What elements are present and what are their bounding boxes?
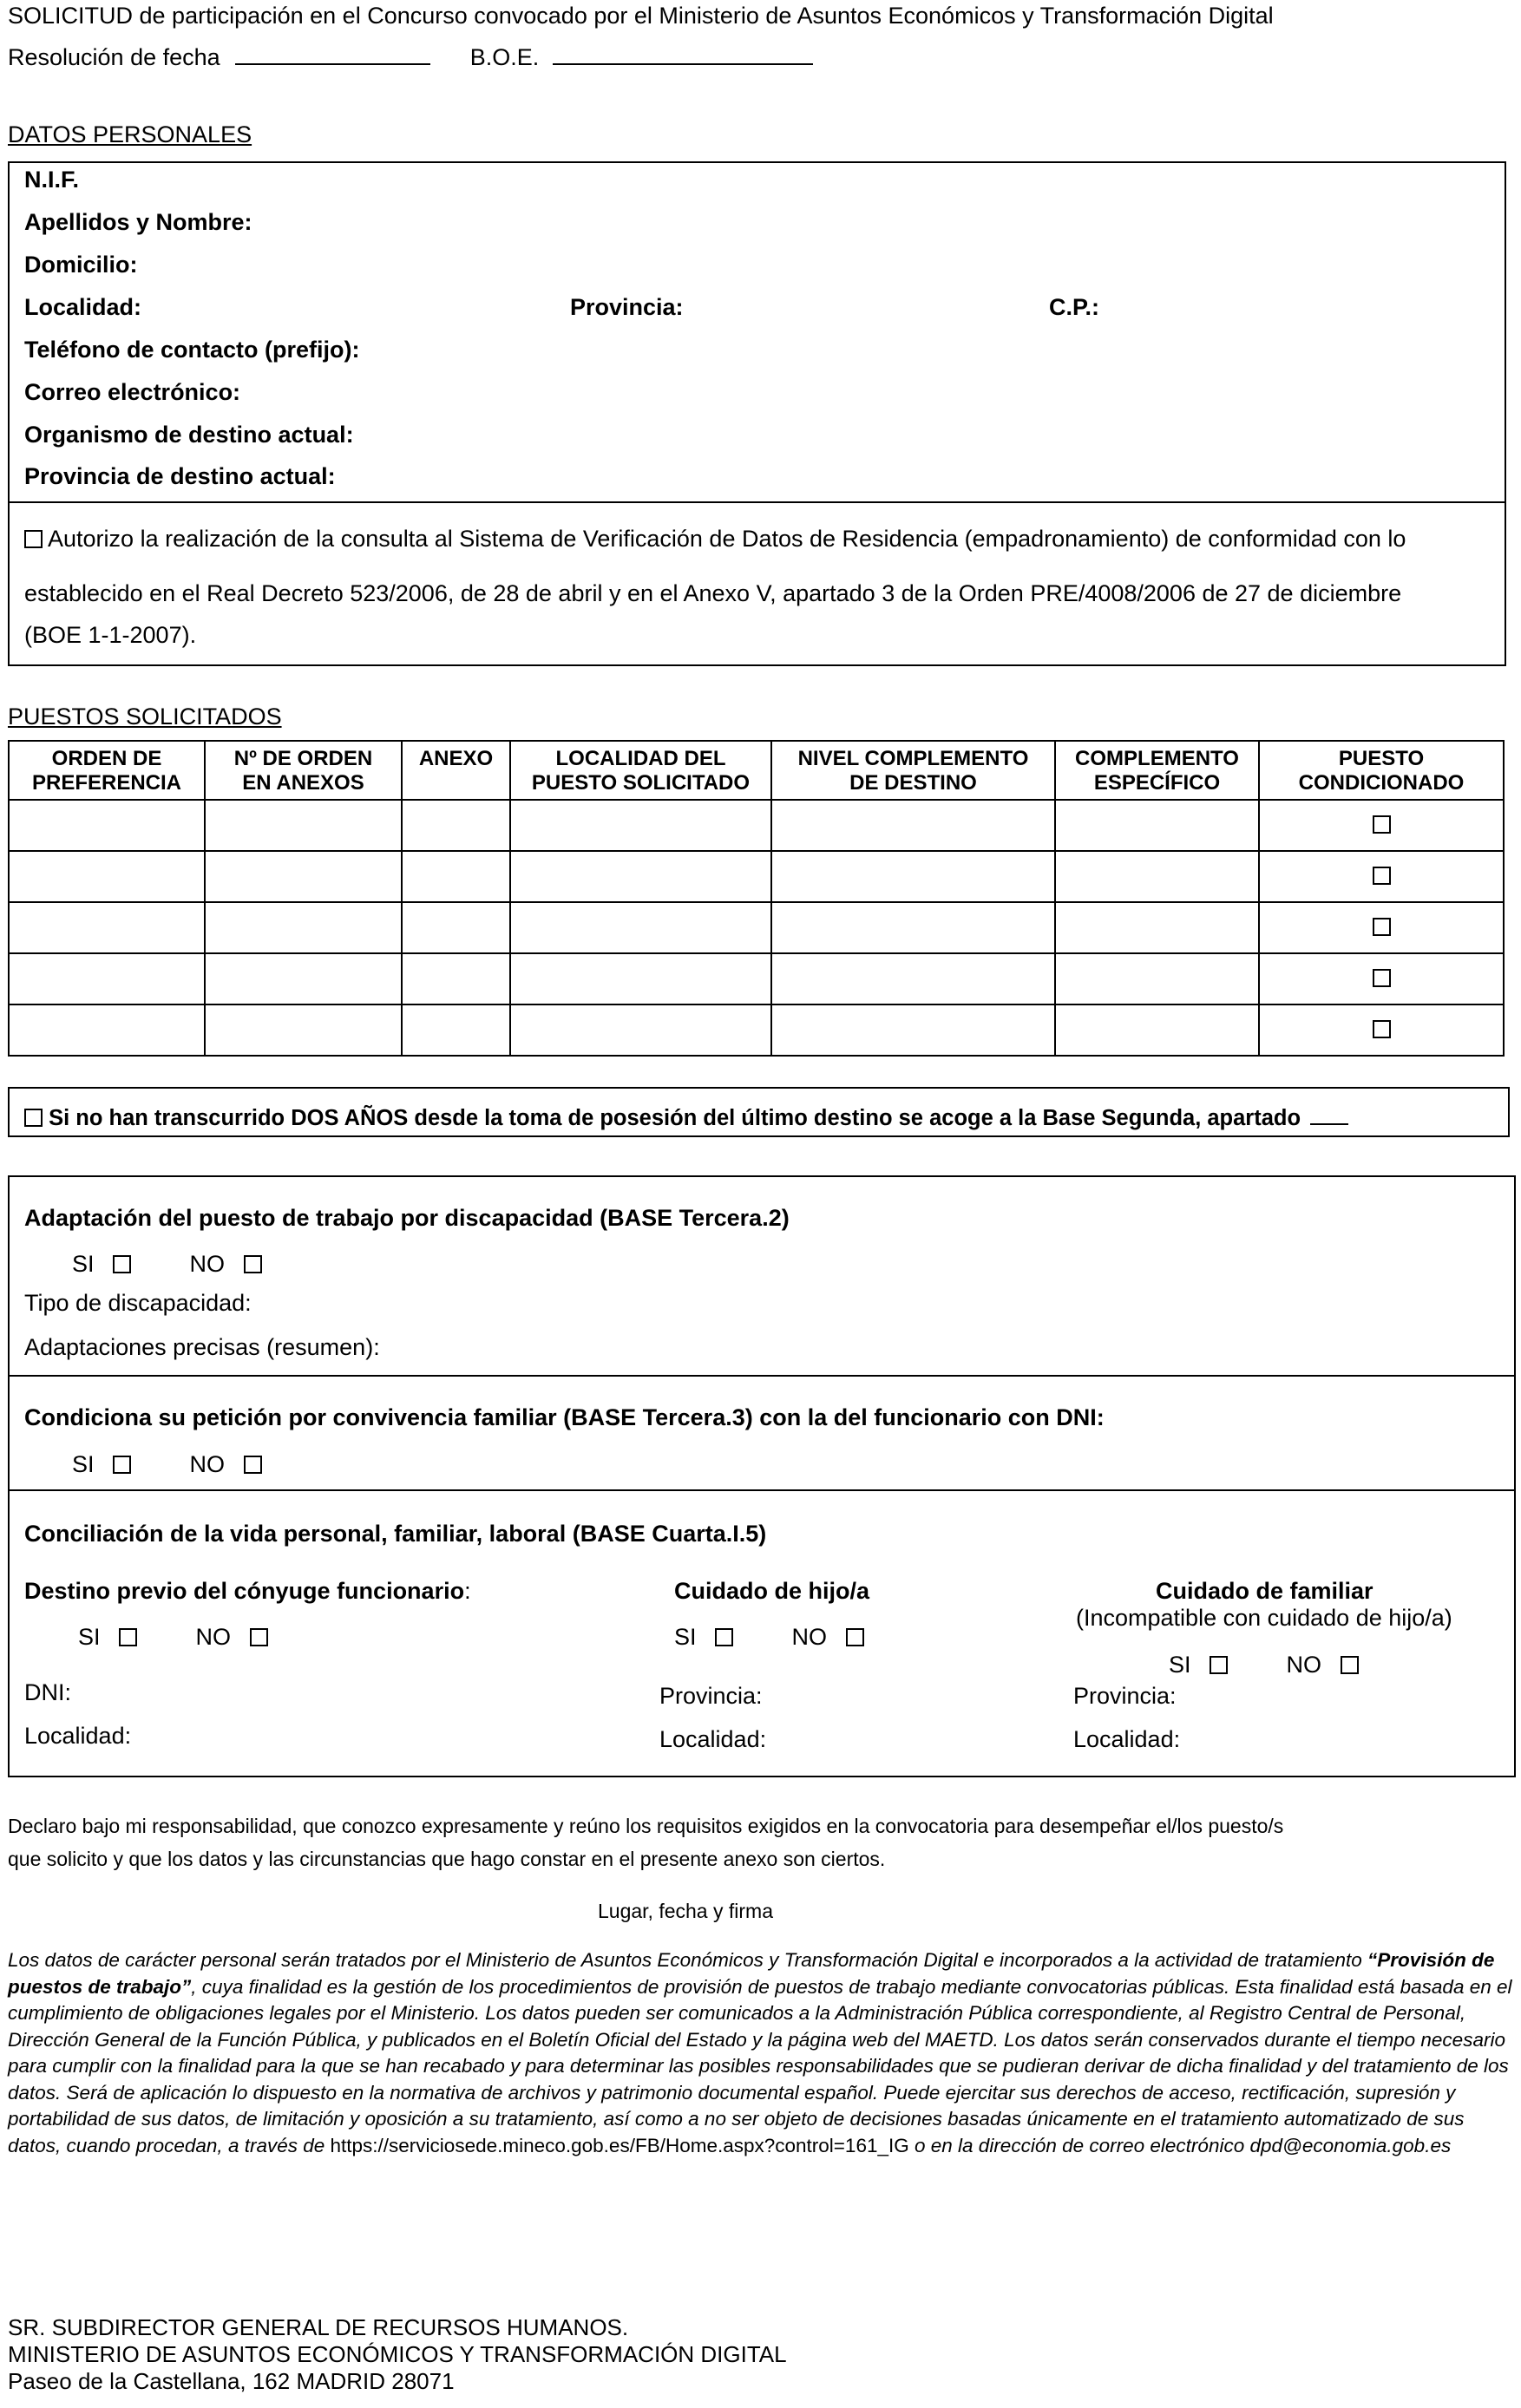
- legal-notice: Los datos de carácter personal serán tratados por el Ministerio de Asuntos Económicos y Transformación Digital e incorporados a la actividad de tratamiento “Provisión de puestos de trabajo”, cuya finalidad es la gestión de los procedimientos de provisión de puestos de trabajo mediante convocatorias públicas. Esta finalidad está basada en el cumplimiento de obligaciones legales por el Ministerio. Los datos pueden ser comunicados a la Administración Pública correspondiente, al Registro Central de Personal, Dirección General de la Función Pública, y publicados en el Boletín Oficial del Estado y la página web del MAETD. Los datos serán conservados durante el tiempo necesario para cumplir con la finalidad para la que se han recabado y para determinar las posibles responsabilidades que se pudieran derivar de dicha finalidad y del tratamiento de los datos. Será de aplicación lo dispuesto en la normativa de archivos y patrimonio documental español. Puede ejercitar sus derechos de acceso, rectificación, supresión y portabilidad de sus datos, de limitación y oposición a su tratamiento, así como a no ser objeto de decisiones basadas únicamente en el tratamiento automatizado de sus datos, cuando procedan, a través de https://serviciosede.mineco.gob.es/FB/Home.aspx?control=161_IG o en la dirección de correo electrónico dpd@economia.gob.es: [8, 1949, 1512, 2156]
- cp-label: C.P.:: [1049, 294, 1100, 320]
- footer-line-2: MINISTERIO DE ASUNTOS ECONÓMICOS Y TRANSFORMACIÓN DIGITAL: [8, 2341, 787, 2367]
- table-cell[interactable]: [9, 851, 205, 902]
- resolucion-label: Resolución de fecha: [8, 44, 220, 70]
- familiar-provincia-label: Provincia:: [1073, 1683, 1177, 1709]
- adaptacion-title: Adaptación del puesto de trabajo por discapacidad (BASE Tercera.2): [24, 1205, 790, 1231]
- sede-url[interactable]: https://serviciosede.mineco.gob.es/FB/Home.aspx?control=161_IG: [330, 2134, 909, 2156]
- table-cell[interactable]: [1055, 1004, 1259, 1056]
- form-title: SOLICITUD de participación en el Concurso convocado por el Ministerio de Asuntos Económicos y Transformación Digital: [8, 3, 1274, 29]
- hijo-no-checkbox[interactable]: [846, 1628, 864, 1646]
- conyuge-no-checkbox[interactable]: [250, 1628, 268, 1646]
- hijo-options: [674, 1623, 864, 1651]
- boe-label: B.O.E.: [469, 44, 540, 70]
- declaracion-line-2: que solicito y que los datos y las circunstancias que hago constar en el presente anexo son ciertos.: [8, 1848, 886, 1870]
- autorizo-text-1: Autorizo la realización de la consulta al Sistema de Verificación de Datos de Residencia (empadronamiento) de conformidad con lo: [48, 526, 1406, 552]
- table-cell[interactable]: [1055, 953, 1259, 1004]
- condiciona-title: Condiciona su petición por convivencia familiar (BASE Tercera.3) con la del funcionario con DNI:: [24, 1404, 1105, 1430]
- dos-anos-checkbox[interactable]: [24, 1109, 43, 1127]
- col-localidad: LOCALIDAD DEL PUESTO SOLICITADO: [510, 741, 771, 800]
- si-label: SI: [72, 1451, 95, 1477]
- tipo-discapacidad-label: Tipo de discapacidad:: [24, 1290, 252, 1316]
- table-cell[interactable]: [9, 800, 205, 851]
- divider: [8, 1375, 1516, 1377]
- no-label: NO: [189, 1451, 226, 1477]
- adaptaciones-label: Adaptaciones precisas (resumen):: [24, 1334, 380, 1360]
- col-orden-preferencia: ORDEN DE PREFERENCIA: [9, 741, 205, 800]
- familiar-si-checkbox[interactable]: [1210, 1656, 1228, 1674]
- divider: [8, 1489, 1516, 1491]
- autorizo-text-2: establecido en el Real Decreto 523/2006, de 28 de abril y en el Anexo V, apartado 3 de la Orden PRE/4008/2006 de 27 de diciembre: [24, 580, 1402, 606]
- table-cell[interactable]: [402, 851, 510, 902]
- table-cell[interactable]: [510, 800, 771, 851]
- conyuge-title: Destino previo del cónyuge funcionario:: [24, 1578, 471, 1604]
- table-cell[interactable]: [771, 953, 1055, 1004]
- footer-line-3: Paseo de la Castellana, 162 MADRID 28071: [8, 2368, 455, 2394]
- divider: [8, 501, 1506, 503]
- condiciona-no-checkbox[interactable]: [244, 1456, 262, 1474]
- adaptacion-options: [72, 1250, 262, 1278]
- section-datos-personales: DATOS PERSONALES: [8, 121, 252, 147]
- table-cell[interactable]: [402, 953, 510, 1004]
- table-cell[interactable]: [771, 1004, 1055, 1056]
- col-complemento-especifico: COMPLEMENTO ESPECÍFICO: [1055, 741, 1259, 800]
- table-cell: [1259, 953, 1504, 1004]
- conciliacion-title: Conciliación de la vida personal, familiar, laboral (BASE Cuarta.I.5): [24, 1521, 767, 1547]
- condicionado-checkbox[interactable]: [1373, 815, 1391, 834]
- table-row: [9, 851, 1504, 902]
- autorizo-text-3: (BOE 1-1-2007).: [24, 622, 197, 648]
- table-cell[interactable]: [510, 953, 771, 1004]
- table-cell[interactable]: [205, 851, 402, 902]
- no-label: NO: [189, 1251, 226, 1277]
- hijo-si-checkbox[interactable]: [715, 1628, 733, 1646]
- table-cell[interactable]: [771, 851, 1055, 902]
- col-puesto-condicionado: PUESTO CONDICIONADO: [1259, 741, 1504, 800]
- no-label: NO: [791, 1624, 828, 1650]
- col-nivel-complemento: NIVEL COMPLEMENTO DE DESTINO: [771, 741, 1055, 800]
- table-cell[interactable]: [402, 800, 510, 851]
- provincia-label: Provincia:: [570, 294, 684, 320]
- resolucion-line: [8, 43, 813, 71]
- table-cell: [1259, 851, 1504, 902]
- conyuge-si-checkbox[interactable]: [119, 1628, 137, 1646]
- conyuge-options: [78, 1623, 268, 1651]
- footer-line-1: SR. SUBDIRECTOR GENERAL DE RECURSOS HUMANOS.: [8, 2314, 629, 2340]
- condicionado-checkbox[interactable]: [1373, 1020, 1391, 1038]
- autorizo-checkbox[interactable]: [24, 530, 43, 548]
- dos-anos-row: [24, 1104, 1348, 1132]
- no-label: NO: [1286, 1652, 1322, 1678]
- table-cell[interactable]: [510, 1004, 771, 1056]
- dpd-email[interactable]: dpd@economia.gob.es: [1249, 2134, 1452, 2156]
- condiciona-si-checkbox[interactable]: [113, 1456, 131, 1474]
- conyuge-localidad-label: Localidad:: [24, 1723, 132, 1749]
- familiar-options: [1169, 1651, 1359, 1678]
- dos-anos-text: Si no han transcurrido DOS AÑOS desde la toma de posesión del último destino se acoge a la Base Segunda, apartado: [49, 1106, 1301, 1130]
- table-cell[interactable]: [771, 800, 1055, 851]
- table-cell[interactable]: [402, 902, 510, 953]
- resolucion-date-field[interactable]: [235, 43, 430, 65]
- table-cell: [1259, 800, 1504, 851]
- apartado-field[interactable]: [1310, 1104, 1348, 1125]
- table-cell[interactable]: [1055, 800, 1259, 851]
- familiar-subtitle: (Incompatible con cuidado de hijo/a): [1076, 1605, 1452, 1631]
- si-label: SI: [78, 1624, 101, 1650]
- table-cell[interactable]: [205, 1004, 402, 1056]
- table-cell[interactable]: [9, 1004, 205, 1056]
- adaptacion-si-checkbox[interactable]: [113, 1255, 131, 1273]
- table-cell[interactable]: [205, 953, 402, 1004]
- table-cell[interactable]: [510, 851, 771, 902]
- condiciona-options: [72, 1450, 262, 1478]
- adaptacion-no-checkbox[interactable]: [244, 1255, 262, 1273]
- table-row: [9, 902, 1504, 953]
- table-cell[interactable]: [402, 1004, 510, 1056]
- familiar-title: Cuidado de familiar: [1156, 1578, 1373, 1604]
- table-cell[interactable]: [771, 902, 1055, 953]
- si-label: SI: [1169, 1652, 1191, 1678]
- condicionado-checkbox[interactable]: [1373, 867, 1391, 885]
- si-label: SI: [674, 1624, 697, 1650]
- correo-label: Correo electrónico:: [24, 379, 241, 405]
- table-cell[interactable]: [1055, 851, 1259, 902]
- table-cell[interactable]: [9, 902, 205, 953]
- lugar-fecha-firma: Lugar, fecha y firma: [598, 1900, 773, 1922]
- table-cell[interactable]: [9, 953, 205, 1004]
- puestos-table: [8, 740, 1505, 1057]
- nif-label: N.I.F.: [24, 167, 80, 193]
- localidad-label: Localidad:: [24, 294, 142, 320]
- col-anexo: ANEXO: [402, 741, 510, 800]
- table-cell[interactable]: [1055, 902, 1259, 953]
- conyuge-dni-label: DNI:: [24, 1679, 71, 1705]
- no-label: NO: [195, 1624, 232, 1650]
- domicilio-label: Domicilio:: [24, 252, 138, 278]
- table-cell: [1259, 902, 1504, 953]
- familiar-no-checkbox[interactable]: [1341, 1656, 1359, 1674]
- telefono-label: Teléfono de contacto (prefijo):: [24, 337, 360, 363]
- hijo-localidad-label: Localidad:: [659, 1726, 767, 1752]
- si-label: SI: [72, 1251, 95, 1277]
- table-cell[interactable]: [205, 800, 402, 851]
- table-row: [9, 1004, 1504, 1056]
- table-row: [9, 953, 1504, 1004]
- familiar-localidad-label: Localidad:: [1073, 1726, 1181, 1752]
- condicionado-checkbox[interactable]: [1373, 918, 1391, 936]
- table-header-row: [9, 741, 1504, 800]
- boe-field[interactable]: [553, 43, 813, 65]
- provincia-destino-label: Provincia de destino actual:: [24, 463, 336, 489]
- hijo-title: Cuidado de hijo/a: [674, 1578, 870, 1604]
- table-cell: [1259, 1004, 1504, 1056]
- organismo-label: Organismo de destino actual:: [24, 422, 354, 448]
- hijo-provincia-label: Provincia:: [659, 1683, 763, 1709]
- autorizo-row: [24, 525, 1406, 553]
- declaracion-line-1: Declaro bajo mi responsabilidad, que conozco expresamente y reúno los requisitos exigidos en la convocatoria para desempeñar el/los puesto/s: [8, 1815, 1284, 1837]
- section-puestos-solicitados: PUESTOS SOLICITADOS: [8, 703, 282, 730]
- table-cell[interactable]: [205, 902, 402, 953]
- table-row: [9, 800, 1504, 851]
- col-orden-anexos: Nº DE ORDEN EN ANEXOS: [205, 741, 402, 800]
- apellidos-label: Apellidos y Nombre:: [24, 209, 252, 235]
- condicionado-checkbox[interactable]: [1373, 969, 1391, 987]
- table-cell[interactable]: [510, 902, 771, 953]
